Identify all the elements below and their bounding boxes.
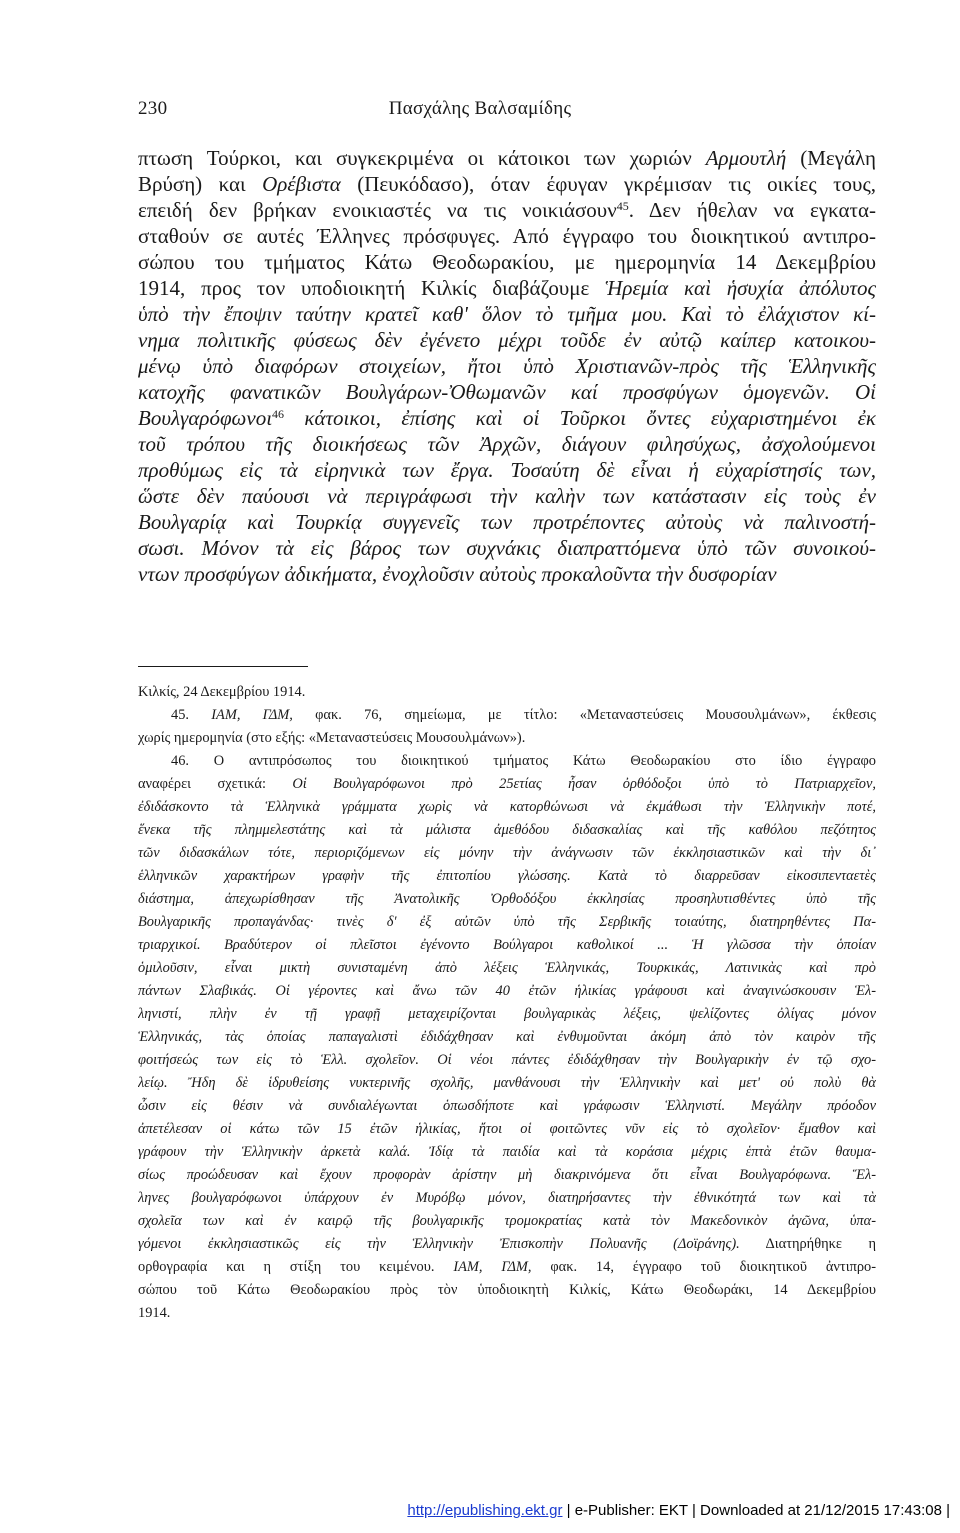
footnote-line (138, 750, 876, 773)
body-text: πτωση Τούρκοι, και συγκεκριμένα οι κάτοικοι των χωριών (138, 146, 706, 170)
body-text: νημα πολιτικῆς φύσεως δὲν ἐγένετο μέχρι τοῦδε ἐν αὐτῷ καίπερ κατοικου- (138, 328, 876, 352)
footnote-line (138, 934, 876, 957)
footnote-text: 45. (171, 707, 212, 723)
footnote-line (138, 1141, 876, 1164)
body-line (138, 483, 876, 509)
body-text: σταθούν σε αυτές Έλληνες πρόσφυγες. Από έγγραφο του διοικητικού αντιπρο- (138, 224, 876, 248)
footnote-text: σχολεῖα των καὶ ἐν καιρῷ τῆς βουλγαρικῆς τρομοκρατίας κατὰ τὸν Μακεδονικὸν ἀγῶνα, ὑπα- (138, 1213, 876, 1229)
footnote-line (138, 819, 876, 842)
footnote-text: φακ. 76, σημείωμα, με τίτλο: «Μεταναστεύσεις Μουσουλμάνων», έκθεσις (292, 707, 876, 723)
footnote-text: Ἑλληνικάς, τὰς ὁποίας παπαγαλιστὶ ἐδιδάχθησαν καὶ ἐνθυμοῦνται ἀκόμη ἀπὸ τὸν καιρὸν τῆς (138, 1029, 876, 1045)
footnote-text: χωρίς ημερομηνία (στο εξής: «Μεταναστεύσεις Μουσουλμάνων»). (138, 730, 526, 746)
footnote-text: ΙΑΜ, ΓΔΜ, (211, 707, 293, 723)
footnote-text: ἀπετέλεσαν οἱ κάτω τῶν 15 ἐτῶν ἡλικίας, ἤτοι οἱ φοιτῶντες νῦν εἰς τὸ σχολεῖον· ἔμαθον καὶ (138, 1121, 876, 1137)
footnote-text: 46. Ο αντιπρόσωπος του διοικητικού τμήματος Κάτω Θεοδωρακίου στο ίδιο έγγραφο (171, 753, 876, 769)
footnote-text: γράφουν τὴν Ἑλληνικὴν ἀρκετὰ καλά. Ἰδίᾳ τὰ παιδία καὶ τὰ κοράσια μέχρις ἑπτὰ ἐτῶν θαυμα- (138, 1144, 876, 1160)
body-text: (Μεγάλη (786, 146, 876, 170)
body-text: Βουλγαρόφωνοι (138, 406, 273, 430)
footnote-line (138, 957, 876, 980)
footnote-line (138, 1095, 876, 1118)
footnote-text: ἐδιδάσκοντο τὰ Ἑλληνικὰ γράμματα χωρὶς νὰ κατορθώνωσι νὰ ἐκμάθωσι τὴν Ἑλληνικὴν ποτέ, (138, 799, 876, 815)
epublishing-link[interactable]: http://epublishing.ekt.gr (407, 1502, 563, 1519)
footnote-text: Οἱ Βουλγαρόφωνοι πρὸ 25ετίας ἦσαν ὀρθόδοξοι ὑπὸ τὸ Πατριαρχεῖον, (292, 776, 876, 792)
footnote-line (138, 727, 876, 750)
body-text: ντων προσφύγων ἀδικήματα, ἐνοχλοῦσιν αὐτοὺς προκαλοῦντα τὴν δυσφορίαν (138, 562, 777, 586)
body-text: Βρύση) και (138, 172, 263, 196)
body-text: τοῦ τρόπου τῆς διοικήσεως τῶν Ἀρχῶν, διάγουν φιλησύχως, ἀσχολούμενοι (138, 432, 876, 456)
body-text: ὥστε δὲν παύουσι νὰ περιγράφωσι τὴν καλὴν των κατάστασιν εἰς τοὺς ἐν (138, 484, 876, 508)
main-text (138, 145, 876, 587)
body-line (138, 327, 876, 353)
footnote-line (138, 842, 876, 865)
footnote-text: Κιλκίς, 24 Δεκεμβρίου 1914. (138, 684, 306, 700)
body-text: Αρμουτλή (705, 146, 787, 170)
footnote-line (138, 980, 876, 1003)
body-text: . Δεν ήθελαν να εγκατα- (628, 198, 876, 222)
footnote-line (138, 1118, 876, 1141)
footnote-text: ληνες βουλγαρόφωνοι ὑπάρχουν ἐν Μυρόβῳ μόνον, διατηρήσαντες τὴν ἐθνικότητά των καὶ τὰ (138, 1190, 876, 1206)
footnote-line (138, 704, 876, 727)
body-line (138, 509, 876, 535)
footnote-text: σίως προώδευσαν καὶ ἔχουν προφορὰν ἀρίστην μὴ διακρινόμενα ὅτι εἶναι Βουλγαρόφωνα. Ἕλ- (138, 1167, 876, 1183)
footnote-text: ἑλληνικῶν χαρακτήρων γραφὴν τῆς ἐπιτοπίου γλώσσης. Κατὰ τὸ διαρρεῦσαν εἰκοσιπενταετὲς (138, 868, 876, 884)
footnote-text: ὁμιλοῦσιν, εἶναι μικτὴ συνισταμένη ἀπὸ λέξεις Ἑλληνικάς, Τουρκικάς, Λατινικὰς καὶ πρὸ (138, 960, 876, 976)
body-text: Ἡρεμία καὶ ἡσυχία ἀπόλυτος (605, 276, 876, 300)
body-text: σώπου του τμήματος Κάτω Θεοδωρακίου, με ημερομηνία 14 Δεκεμβρίου (138, 250, 876, 274)
footnote-text: φοιτήσεώς των εἰς τὸ Ἑλλ. σχολεῖον. Οἱ νέοι πάντες ἐδιδάχθησαν τὴν Βουλγαρικὴν ἐν τῷ σχο- (138, 1052, 876, 1068)
footnote-text: διάστημα, ἀπεχωρίσθησαν τῆς Ἀνατολικῆς Ὀρθοδόξου ἐκκλησίας προσηλυτισθέντες ὑπὸ τῆς (138, 891, 876, 907)
footnote-ref: 46 (272, 407, 285, 421)
footnote-line (138, 888, 876, 911)
body-line (138, 249, 876, 275)
footnote-text: 1914. (138, 1305, 171, 1321)
body-line (138, 275, 876, 301)
footnote-text: ἕνεκα τῆς πλημμελεστάτης καὶ τὰ μάλιστα ἀμεθόδου διδασκαλίας καὶ τῆς καθόλου πεζότητος (138, 822, 876, 838)
body-line (138, 405, 876, 431)
footnote-text: ληνιστί, πλὴν ἐν τῇ γραφῇ μεταχειρίζονται βουλγαρικὰς λέξεις, ψελίζοντες ὀλίγας μόνον (138, 1006, 876, 1022)
footnote-line (138, 1072, 876, 1095)
body-line (138, 561, 876, 587)
footnote-text: λείῳ. Ἤδη δὲ ἱδρυθείσης νυκτερινῆς σχολῆς, μανθάνουσι τὴν Ἑλληνικὴν καὶ μετ' οὐ πολὺ θὰ (138, 1075, 876, 1091)
footnote-text: ΙΑΜ, ΓΔΜ, (453, 1259, 532, 1275)
footnote-line (138, 911, 876, 934)
footnote-line (138, 1164, 876, 1187)
footnote-line (138, 1279, 876, 1302)
footnotes (138, 681, 876, 1325)
body-text: (Πευκόδασο), όταν έφυγαν γκρέμισαν τις οικίες τους, (340, 172, 876, 196)
footer-info: | e-Publisher: EKT | Downloaded at 21/12/2015 17:43:08 | (562, 1502, 950, 1519)
body-text: προθύμως εἰς τὰ εἰρηνικὰ των ἔργα. Τοσαύτη δὲ εἶναι ἡ εὐχαρίστησίς των, (138, 458, 876, 482)
footnote-text: ὦσιν εἰς θέσιν νὰ συνδιαλέγωνται ὁπωσδήποτε καὶ γράφωσιν Ἑλληνιστί. Μεγάλην πρόοδον (138, 1098, 876, 1114)
body-text: κάτοικοι, ἐπίσης καὶ οἱ Τοῦρκοι ὄντες εὐχαριστημένοι ἐκ (284, 406, 876, 430)
body-text: μένῳ ὑπὸ διαφόρων στοιχείων, ἤτοι ὑπὸ Χριστιανῶν-πρὸς τῆς Ἑλληνικῆς (138, 354, 876, 378)
body-line (138, 197, 876, 223)
footnote-text: φακ. 14, έγγραφο τοῦ διοικητικοῦ ἀντιπρο- (531, 1259, 876, 1275)
running-title: Πασχάλης Βαλσαμίδης (388, 98, 572, 119)
body-line (138, 457, 876, 483)
footnote-line (138, 1233, 876, 1256)
footnote-text: Βουλγαρικῆς προπαγάνδας· τινὲς δ' ἐξ αὐτῶν ὑπὸ τῆς Σερβικῆς τοιαύτης, διατηρηθέντες Πα- (138, 914, 876, 930)
footnote-text: πάντων Σλαβικάς. Οἱ γέροντες καὶ ἄνω τῶν 40 ἐτῶν ἡλικίας γράφουσι καὶ ἀναγινώσκουσιν Ἑλ- (138, 983, 876, 999)
body-line (138, 353, 876, 379)
footnote-line (138, 681, 876, 704)
body-text: επειδή δεν βρήκαν ενοικιαστές να τις νοικιάσουν (138, 198, 617, 222)
footnote-text: Διατηρήθηκε η (739, 1236, 876, 1252)
body-line (138, 301, 876, 327)
body-line (138, 145, 876, 171)
page-number: 230 (138, 98, 168, 119)
body-text: Ορέβιστα (262, 172, 341, 196)
footnote-text: τῶν διδασκάλων τότε, περιοριζόμενων εἰς μόνην τὴν ἀνάγνωσιν τῶν ἐκκλησιαστικῶν καὶ τὴν δι᾽ (138, 845, 876, 861)
body-text: σωσι. Μόνον τὰ εἰς βάρος των συχνάκις διαπραττόμενα ὑπὸ τῶν συνοικού- (138, 536, 876, 560)
body-line (138, 171, 876, 197)
body-line (138, 379, 876, 405)
footnote-text: ορθογραφία και η στίξη του κειμένου. (138, 1259, 454, 1275)
footnote-line (138, 1026, 876, 1049)
download-footer (0, 1502, 950, 1519)
footnote-text: σώπου τοῦ Κάτω Θεοδωρακίου πρὸς τὸν ὑποδιοικητὴ Κιλκίς, Κάτω Θεοδωράκι, 14 Δεκεμβρίου (138, 1282, 876, 1298)
footnote-line (138, 1187, 876, 1210)
footnote-line (138, 1210, 876, 1233)
body-line (138, 431, 876, 457)
footnote-text: τριαρχικοί. Βραδύτερον οἱ πλεῖστοι ἐγένοντο Βούλγαροι καθολικοί ... Ἡ γλῶσσα τὴν ὁποίαν (138, 937, 876, 953)
footnote-line (138, 865, 876, 888)
footnote-line (138, 1302, 876, 1325)
footnote-line (138, 1256, 876, 1279)
body-text: Βουλγαρίᾳ καὶ Τουρκίᾳ συγγενεῖς των προτρέποντες αὐτοὺς νὰ παλινοστή- (138, 510, 876, 534)
body-text: 1914, προς τον υποδιοικητή Κιλκίς διαβάζουμε (138, 276, 606, 300)
body-line (138, 223, 876, 249)
body-text: ὑπὸ τὴν ἔποψιν ταύτην κρατεῖ καθ' ὅλον τὸ τμῆμα μου. Καὶ τὸ ἐλάχιστον κί- (138, 302, 876, 326)
footnote-line (138, 1049, 876, 1072)
footnote-line (138, 796, 876, 819)
footnote-ref: 45 (616, 199, 629, 213)
footnote-text: γόμενοι ἐκκλησιαστικῶς εἰς τὴν Ἑλληνικὴν Ἐπισκοπὴν Πολυανῆς (Δοϊράνης). (138, 1236, 740, 1252)
footnote-line (138, 773, 876, 796)
body-text: κατοχῆς φανατικῶν Βουλγάρων-Ὀθωμανῶν καί προσφύγων ὁμογενῶν. Οἱ (138, 380, 876, 404)
footnote-text: αναφέρει σχετικά: (138, 776, 293, 792)
footnote-line (138, 1003, 876, 1026)
footnote-rule (138, 666, 308, 667)
body-line (138, 535, 876, 561)
